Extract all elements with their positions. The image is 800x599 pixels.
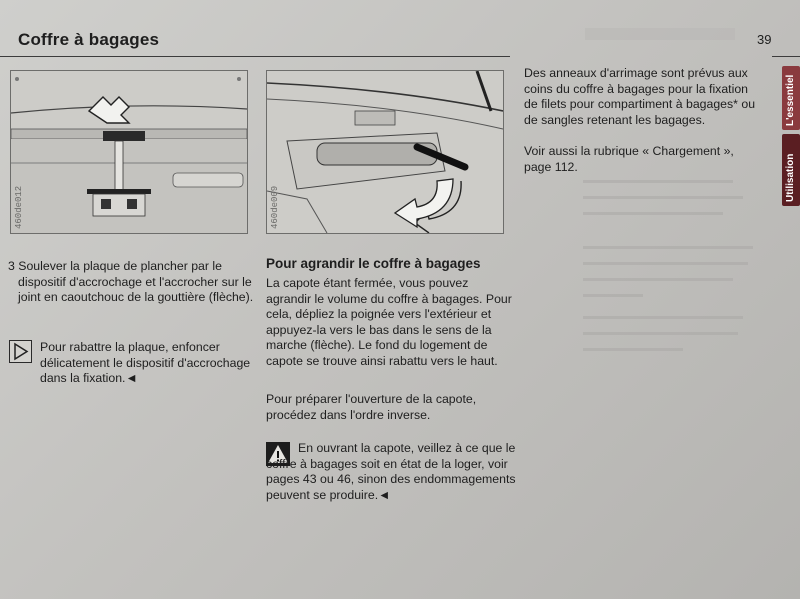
triangle-play-icon [9, 340, 32, 363]
section-title: Pour agrandir le coffre à bagages [266, 256, 481, 271]
show-through-line [583, 196, 743, 199]
show-through-line [583, 246, 753, 249]
show-through-line [583, 348, 683, 351]
figure-floor-plate [10, 70, 248, 234]
show-through-line [583, 294, 643, 297]
show-through-line [583, 180, 733, 183]
show-through-line [583, 278, 733, 281]
header-rule [772, 56, 800, 57]
thumb-tab-essentiel[interactable] [782, 66, 800, 130]
section-paragraph: Pour préparer l'ouverture de la capote, procédez dans l'ordre inverse. [266, 392, 477, 422]
show-through-line [583, 316, 743, 319]
show-through-line [583, 332, 738, 335]
page-number: 39 [757, 32, 772, 47]
warning-text: En ouvrant la capote, veillez à ce que le coffre à bagages soit en état de la loger, voir pages 43 ou 46, sinon des endommagements peuvent se produire.◄ [266, 441, 516, 502]
show-through-line [583, 262, 748, 265]
note-text: Pour rabattre la plaque, enfoncer délicatement le dispositif d'accrochage dans la fixation.◄ [40, 340, 251, 385]
header-rule [0, 56, 510, 57]
page-title: Coffre à bagages [18, 30, 160, 49]
step-3-text: 3 Soulever la plaque de plancher par le dispositif d'accrochage et l'accrocher sur le joint en caoutchouc de la gouttière (flèche). [8, 259, 254, 304]
figure-trunk-handle [266, 70, 504, 234]
show-through-title [585, 28, 735, 40]
thumb-tab-label: Utilisation [785, 153, 796, 202]
show-through-line [583, 212, 723, 215]
figure-code: 460de009 [270, 185, 280, 229]
figure-code: 460de012 [14, 185, 24, 229]
thumb-tab-label: L'essentiel [785, 74, 796, 126]
section-paragraph: La capote étant fermée, vous pouvez agrandir le volume du coffre à bagages. Pour cela, dépliez la poignée vers l'extérieur et appuyez-la vers le bas dans le sens de la marche (flèche). Le fond du logement de capote se trouve ainsi rabattu vers le haut. [266, 276, 512, 368]
thumb-tab-utilisation[interactable] [782, 134, 800, 206]
see-also-paragraph: Voir aussi la rubrique « Chargement », page 112. [524, 144, 734, 174]
tie-down-paragraph: Des anneaux d'arrimage sont prévus aux coins du coffre à bagages pour la fixation de filets pour compartiment à bagages* ou de sangles retenant les bagages. [524, 66, 756, 127]
